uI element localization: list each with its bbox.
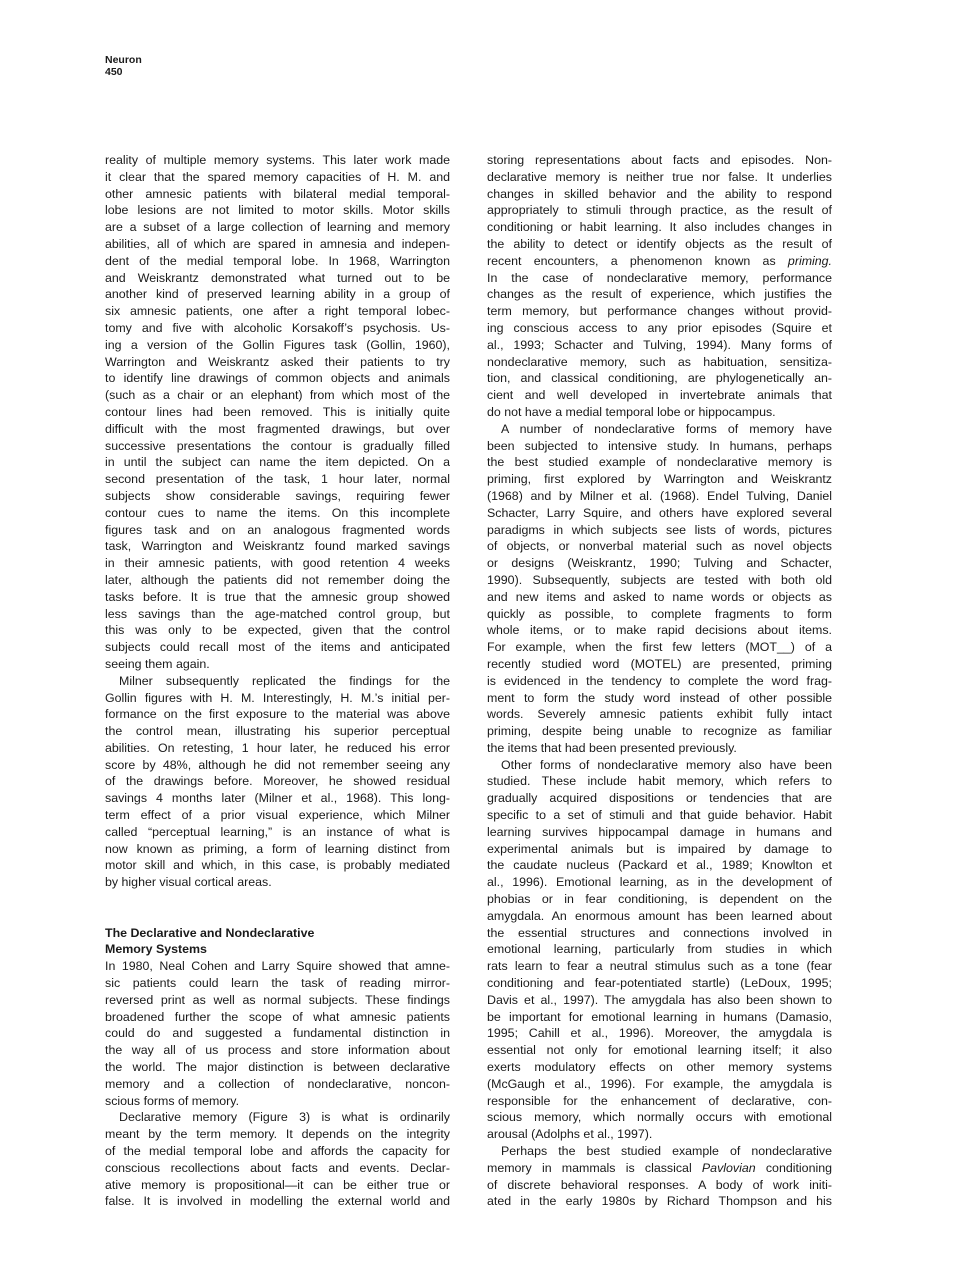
line-text: are a subset of a large collection of learning and memory <box>105 220 450 235</box>
text-line <box>487 253 832 270</box>
line-text: ative memory is propositional—it can be either true or <box>105 1177 450 1192</box>
line-text: contour lines had been removed. This is initially quite <box>105 404 450 419</box>
text-line <box>487 337 832 354</box>
right-text-column <box>487 152 832 1210</box>
text-line <box>105 958 450 975</box>
text-line <box>487 841 832 858</box>
text-line <box>105 286 450 303</box>
line-text: responsible for the enhancement of declarative, con- <box>487 1093 832 1108</box>
text-line <box>487 152 832 169</box>
line-text: formance on the first exposure to the material was above <box>105 707 450 722</box>
line-text: sic patients could learn the task of reading mirror- <box>105 976 450 991</box>
running-header <box>105 54 142 78</box>
text-line <box>487 656 832 673</box>
line-text: figures task and on an analogous fragmented words <box>105 522 450 537</box>
text-line <box>487 1193 832 1210</box>
line-text: studied. These include habit memory, which refers to <box>487 774 832 789</box>
page-number: 450 <box>105 66 123 78</box>
text-line <box>105 874 450 891</box>
line-text: (1968) and by Milner et al. (1968). Endel Tulving, Daniel <box>487 488 832 503</box>
text-line <box>487 471 832 488</box>
line-text: rats learn to fear a neutral stimulus such as a tone (fear <box>487 959 832 974</box>
line-text: the items that had been presented previously. <box>487 740 737 755</box>
line-text: Schacter, Larry Squire, and others have explored several <box>487 505 832 520</box>
line-text: term memory, but performance changes without provid- <box>487 304 832 319</box>
text-line <box>105 1143 450 1160</box>
line-text: memory in mammals is classical <box>487 1160 702 1175</box>
line-text: scious forms of memory. <box>105 1093 240 1108</box>
text-line <box>487 522 832 539</box>
line-text: learning survives hippocampal damage in humans and <box>487 824 832 839</box>
line-text: (McGaugh et al., 1996). For example, the amygdala is <box>487 1076 832 1091</box>
line-text: 1990). Subsequently, subjects are tested with both old <box>487 572 832 587</box>
line-text: subjects could recall most of the items and anticipated <box>105 640 450 655</box>
line-text: the best studied example of nondeclarative memory is <box>487 455 832 470</box>
text-line <box>487 370 832 387</box>
text-line <box>487 387 832 404</box>
text-line <box>487 186 832 203</box>
line-text: do not have a medial temporal lobe or hippocampus. <box>487 404 776 419</box>
line-text: of the medial temporal lobe and affords the capacity for <box>105 1144 450 1159</box>
line-text: difficult with the most fragmented drawings, but over <box>105 421 450 436</box>
line-text: whole items, or to make rapid decisions about items. <box>487 623 832 638</box>
text-line <box>105 202 450 219</box>
text-line <box>105 1093 450 1110</box>
line-text: paradigms in which subjects see lists of words, pictures <box>487 522 832 537</box>
line-text: scious memory, which normally occurs with emotional <box>487 1110 832 1125</box>
text-line <box>487 690 832 707</box>
line-text: essential not only for emotional learning itself; it also <box>487 1043 832 1058</box>
text-line <box>487 723 832 740</box>
line-text: savings 4 months later (Milner et al., 1968). This long- <box>105 791 450 806</box>
text-line <box>105 723 450 740</box>
line-text: specific to a set of stimuli and that guide behavior. Habit <box>487 808 832 823</box>
text-line <box>105 454 450 471</box>
line-text: declarative memory is neither true nor false. It underlies <box>487 169 832 184</box>
text-line <box>487 857 832 874</box>
text-line <box>487 589 832 606</box>
text-line <box>105 690 450 707</box>
line-text: Davis et al., 1997). The amygdala has also been shown to <box>487 992 832 1007</box>
line-text: abilities, all of which are spared in amnesia and indepen- <box>105 236 450 251</box>
line-text: arousal (Adolphs et al., 1997). <box>487 1127 653 1142</box>
line-text: emotional learning, particularly from studies in which <box>487 942 832 957</box>
line-text: priming, despite being unable to recognize as familiar <box>487 724 832 739</box>
text-line <box>487 790 832 807</box>
text-line <box>105 320 450 337</box>
text-line <box>105 354 450 371</box>
line-text: cient and well developed in invertebrate animals that <box>487 388 832 403</box>
line-text: Gollin figures with H. M. Interestingly, H. M.’s initial per- <box>105 690 450 705</box>
line-text: term effect of a prior visual experience, which Milner <box>105 808 450 823</box>
text-line <box>105 824 450 841</box>
line-text: lobe lesions are not limited to motor skills. Motor skills <box>105 203 450 218</box>
text-line <box>105 488 450 505</box>
text-line <box>105 857 450 874</box>
line-text: false. It is involved in modelling the external world and <box>105 1194 450 1209</box>
text-line <box>105 975 450 992</box>
line-text: (such as a chair or an elephant) from which most of the <box>105 388 450 403</box>
text-line <box>105 270 450 287</box>
text-line <box>487 236 832 253</box>
line-text: ment to form the study word instead of other possible <box>487 690 832 705</box>
line-text: meant by the term memory. It depends on the integrity <box>105 1127 450 1142</box>
line-text: another kind of preserved learning ability in a group of <box>105 287 450 302</box>
line-text: tion, and classical conditioning, are phylogenetically an- <box>487 371 832 386</box>
line-text: changes as the result of experience, which justifies the <box>487 287 832 302</box>
text-line <box>487 941 832 958</box>
text-line <box>487 488 832 505</box>
line-text: Warrington and Weiskrantz asked their patients to try <box>105 354 450 369</box>
line-text: Memory Systems <box>105 942 207 957</box>
line-text: abilities. On retesting, 1 hour later, he reduced his error <box>105 740 450 755</box>
line-text: memory and a collection of nondeclarative, noncon- <box>105 1076 450 1091</box>
text-line <box>105 438 450 455</box>
text-line <box>487 673 832 690</box>
text-line <box>487 1093 832 1110</box>
text-line <box>487 169 832 186</box>
text-line <box>487 740 832 757</box>
text-line <box>105 639 450 656</box>
line-text: the way all of us process and store information about <box>105 1043 450 1058</box>
line-text: seeing them again. <box>105 656 210 671</box>
line-text: conditioning or habit learning. It also includes changes in <box>487 220 832 235</box>
line-text: be important for emotional learning in humans (Damasio, <box>487 1009 832 1024</box>
text-line <box>487 505 832 522</box>
line-text: second presentation of the task, 1 hour later, normal <box>105 472 450 487</box>
text-line <box>487 270 832 287</box>
line-text: score by 48%, although he did not remember seeing any <box>105 757 450 772</box>
text-line <box>487 1025 832 1042</box>
line-text: conscious recollections about facts and events. Declar- <box>105 1160 450 1175</box>
line-text: changes in skilled behavior and the ability to respond <box>487 186 832 201</box>
line-text: quickly as possible, to complete fragments to form <box>487 606 832 621</box>
text-line <box>105 555 450 572</box>
line-text: Declarative memory (Figure 3) is what is ordinarily <box>119 1110 450 1125</box>
line-text: or designs (Weiskrantz, 1990; Tulving and Schacter, <box>487 556 832 571</box>
italic-term: Pavlovian <box>701 1160 756 1175</box>
line-text: storing representations about facts and episodes. Non- <box>487 153 832 167</box>
text-line <box>105 606 450 623</box>
line-text-tail: conditioning <box>755 1160 832 1175</box>
line-text: later, although the patients did not remember doing the <box>105 572 450 587</box>
line-text: tomy and five with alcoholic Korsakoff’s psychosis. Us- <box>105 320 450 335</box>
left-text-column <box>105 152 450 1210</box>
text-line <box>487 1177 832 1194</box>
text-line <box>105 303 450 320</box>
text-line <box>105 387 450 404</box>
text-line <box>487 572 832 589</box>
line-text: tasks before. It is true that the amnesic group showed <box>105 589 450 604</box>
text-line <box>105 186 450 203</box>
line-text: phobias or in fear conditioning, is dependent on the <box>487 892 832 907</box>
text-line <box>487 286 832 303</box>
text-line <box>105 1177 450 1194</box>
line-text: could do and suggested a fundamental distinction in <box>105 1026 450 1041</box>
text-line <box>487 219 832 236</box>
line-text: reality of multiple memory systems. This later work made <box>105 153 450 167</box>
text-line <box>105 572 450 589</box>
text-line <box>105 169 450 186</box>
text-line <box>105 622 450 639</box>
line-text: gradually acquired dispositions or tendencies that are <box>487 791 832 806</box>
text-line <box>105 1025 450 1042</box>
line-text: broadened further the scope of what amnesic patients <box>105 1009 450 1024</box>
text-line <box>105 1160 450 1177</box>
text-line <box>105 404 450 421</box>
line-text: it clear that the spared memory capacities of H. M. and <box>105 169 450 184</box>
text-line <box>487 975 832 992</box>
line-text: the ability to detect or identify objects as the result of <box>487 236 832 251</box>
line-text: task, Warrington and Weiskrantz found marked savings <box>105 539 450 554</box>
line-text: called “perceptual learning,” is an instance of what is <box>105 824 450 839</box>
text-line <box>487 706 832 723</box>
text-line <box>105 841 450 858</box>
line-text: exerts modulatory effects on other memory systems <box>487 1060 832 1075</box>
text-line <box>105 1042 450 1059</box>
text-line <box>105 790 450 807</box>
text-line <box>105 706 450 723</box>
section-gap <box>105 891 450 925</box>
text-line <box>487 639 832 656</box>
line-text: and new items and asked to name words or objects as <box>487 589 832 604</box>
text-line <box>105 740 450 757</box>
text-line <box>487 538 832 555</box>
text-line <box>105 370 450 387</box>
text-line <box>105 471 450 488</box>
line-text: Perhaps the best studied example of nondeclarative <box>501 1144 832 1159</box>
italic-term: priming. <box>787 253 832 268</box>
line-text: 1995; Cahill et al., 1996). Moreover, the amygdala is <box>487 1026 832 1041</box>
line-text: A number of nondeclarative forms of memory have <box>501 421 832 436</box>
text-line <box>487 622 832 639</box>
line-text: been subjected to intensive study. In humans, perhaps <box>487 438 832 453</box>
text-line <box>487 1126 832 1143</box>
text-line <box>487 404 832 421</box>
line-text: Milner subsequently replicated the findings for the <box>119 673 450 688</box>
text-line <box>105 1109 450 1126</box>
line-text: Other forms of nondeclarative memory also have been <box>501 757 832 772</box>
text-line <box>487 824 832 841</box>
line-text: by higher visual cortical areas. <box>105 875 272 890</box>
line-text: priming, first explored by Warrington and Weiskrantz <box>487 472 832 487</box>
text-line <box>105 219 450 236</box>
text-line <box>487 1109 832 1126</box>
line-text: in their amnesic patients, with good retention 4 weeks <box>105 556 450 571</box>
text-line <box>105 522 450 539</box>
line-text: to identify line drawings of common objects and animals <box>105 371 450 386</box>
text-line <box>105 236 450 253</box>
text-line <box>487 757 832 774</box>
text-line <box>487 454 832 471</box>
text-line <box>105 1076 450 1093</box>
journal-name: Neuron <box>105 54 142 66</box>
section-heading-line <box>105 925 450 942</box>
text-line <box>487 606 832 623</box>
line-text: ated in the early 1980s by Richard Thompson and his <box>487 1194 832 1209</box>
line-text: in until the subject can name the item depicted. On a <box>105 455 450 470</box>
text-line <box>487 773 832 790</box>
section-heading-line <box>105 941 450 958</box>
line-text: the control mean, illustrating his superior perceptual <box>105 724 450 739</box>
text-line <box>105 807 450 824</box>
line-text: six amnesic patients, one after a right temporal lobec- <box>105 304 450 319</box>
text-line <box>105 505 450 522</box>
text-line <box>487 807 832 824</box>
text-line <box>487 874 832 891</box>
line-text: other amnesic patients with bilateral medial temporal- <box>105 186 450 201</box>
line-text: and Weiskrantz demonstrated what turned out to be <box>105 270 450 285</box>
line-text: experimental animals but is impaired by damage to <box>487 841 832 856</box>
line-text: In 1980, Neal Cohen and Larry Squire showed that amne- <box>105 959 450 974</box>
text-line <box>487 925 832 942</box>
text-line <box>487 1059 832 1076</box>
text-line <box>487 1143 832 1160</box>
text-line <box>105 1059 450 1076</box>
line-text: appropriately to stimuli through practice, as the result of <box>487 203 832 218</box>
line-text: conditioning and fear-potentiated startle) (LeDoux, 1995; <box>487 976 832 991</box>
line-text: of the drawings before. Moreover, he showed residual <box>105 774 450 789</box>
text-line <box>487 303 832 320</box>
line-text: ing conscious access to any prior episodes (Squire et <box>487 320 832 335</box>
line-text: motor skill and which, in this case, is probably mediated <box>105 858 450 873</box>
text-line <box>105 421 450 438</box>
line-text: is evidenced in the tendency to complete the word frag- <box>487 673 832 688</box>
text-line <box>105 589 450 606</box>
text-line <box>105 757 450 774</box>
line-text: dent of the medial temporal lobe. In 1968, Warrington <box>105 253 450 268</box>
text-line <box>105 992 450 1009</box>
line-text: subjects show considerable savings, requiring fewer <box>105 488 450 503</box>
text-line <box>487 891 832 908</box>
line-text: For example, when the first few letters (MOT__) of a <box>487 640 832 655</box>
text-line <box>105 1009 450 1026</box>
text-line <box>487 202 832 219</box>
line-text: the world. The major distinction is between declarative <box>105 1060 450 1075</box>
line-text: recently studied word (MOTEL) are presented, priming <box>487 656 832 671</box>
text-line <box>487 1042 832 1059</box>
text-line <box>105 773 450 790</box>
text-line <box>487 1009 832 1026</box>
line-text: The Declarative and Nondeclarative <box>105 925 315 940</box>
line-text: al., 1996). Emotional learning, as in the development of <box>487 875 832 890</box>
line-text: of discrete behavioral responses. A body of work initi- <box>487 1177 832 1192</box>
text-line <box>487 555 832 572</box>
text-line <box>487 1076 832 1093</box>
text-line <box>487 992 832 1009</box>
line-text: words. Severely amnesic patients exhibit fully intact <box>487 707 832 722</box>
line-text: the essential structures and connections involved in <box>487 925 832 940</box>
text-line <box>105 538 450 555</box>
text-line <box>487 421 832 438</box>
text-line <box>487 958 832 975</box>
line-text: reversed print as well as normal subjects. These findings <box>105 992 450 1007</box>
line-text: ing a version of the Gollin Figures task (Gollin, 1960), <box>105 337 450 352</box>
line-text: the caudate nucleus (Packard et al., 1989; Knowlton et <box>487 858 832 873</box>
text-line <box>487 1160 832 1177</box>
text-line <box>487 438 832 455</box>
text-line <box>487 908 832 925</box>
text-line <box>105 253 450 270</box>
line-text: al., 1993; Schacter and Tulving, 1994). Many forms of <box>487 337 832 352</box>
text-line <box>105 1126 450 1143</box>
text-line <box>487 320 832 337</box>
line-text: of objects, or nonverbal material such as novel objects <box>487 539 832 554</box>
line-text: contour cues to name the items. On this incomplete <box>105 505 450 520</box>
text-line <box>105 1193 450 1210</box>
line-text: In the case of nondeclarative memory, performance <box>487 270 832 285</box>
line-text: less savings than the age-matched control group, but <box>105 606 450 621</box>
text-line <box>487 354 832 371</box>
line-text: recent encounters, a phenomenon known as <box>487 253 788 268</box>
line-text: this was only to be expected, given that the control <box>105 623 450 638</box>
line-text: nondeclarative memory, such as habituation, sensitiza- <box>487 354 832 369</box>
line-text: successive presentations the contour is gradually filled <box>105 438 450 453</box>
text-line <box>105 152 450 169</box>
line-text: now known as priming, a form of learning distinct from <box>105 841 450 856</box>
text-line <box>105 673 450 690</box>
text-line <box>105 656 450 673</box>
line-text: amygdala. An enormous amount has been learned about <box>487 908 832 923</box>
text-line <box>105 337 450 354</box>
